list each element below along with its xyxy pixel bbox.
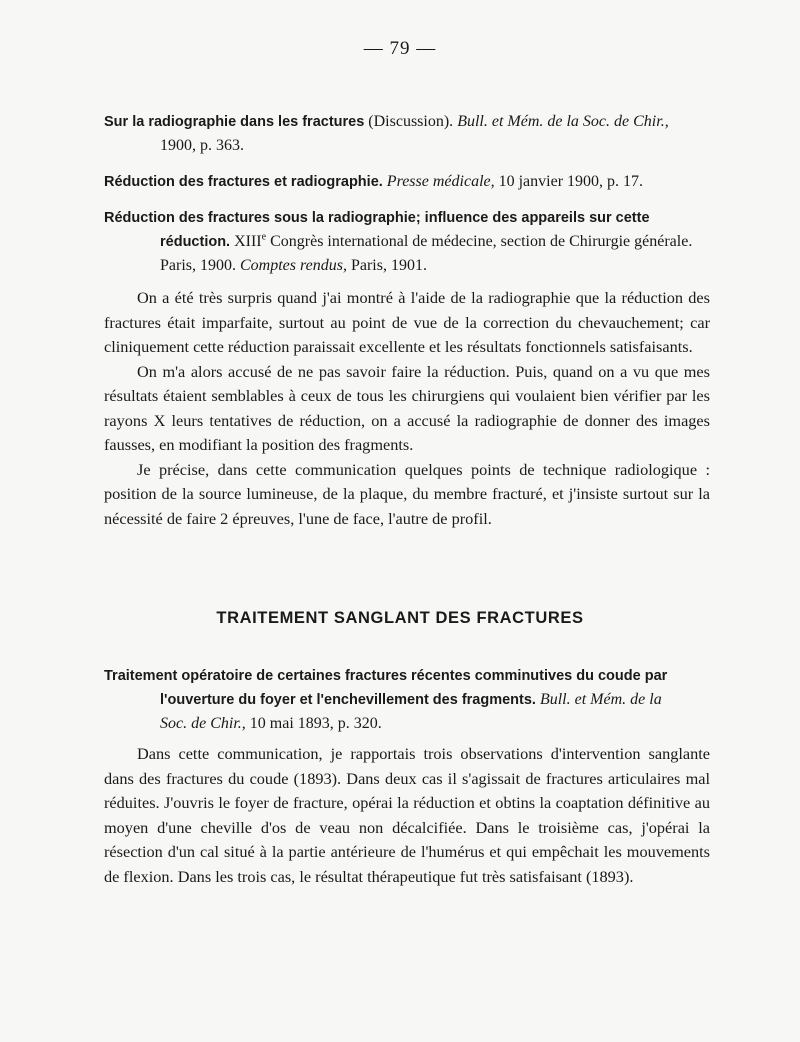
reference-4 [104,664,724,735]
paragraph: On m'a alors accusé de ne pas savoir faire la réduction. Puis, quand on a vu que mes résultats étaient semblables à ceux de tous les chirurgiens qui voulaient bien vérifier par les rayons X leurs tentatives de réduction, on a accusé la radiographie de donner des images fausses, en modifiant la position des fragments. [104,361,710,454]
body-text-1 [104,286,710,531]
reference-3: Réduction des fractures sous la radiographie; influence des appareils sur cette réduction. XIIIe Congrès international de médecine, section de Chirurgie générale. Paris, 1900. Comptes rendus, Paris, 1901. [104,210,693,274]
paragraph: Je précise, dans cette communication quelques points de technique radiologique : position de la source lumineuse, de la plaque, du membre fracturé, et j'insiste surtout sur la nécessité de faire 2 épreuves, l'une de face, l'autre de profil. [104,459,710,528]
paragraph: On a été très surpris quand j'ai montré à l'aide de la radiographie que la réduction des fractures était imparfaite, surtout au point de vue de la correction du chevauchement; car cliniquement cette réduction paraissait excellente et les résultats fonctionnels satisfaisants. [104,288,710,356]
reference-title: Traitement opératoire de certaines fractures récentes comminutives du coude par [104,668,668,684]
reference-2 [104,170,724,194]
journal-name: Bull. et Mém. de la Soc. de Chir., [457,113,669,130]
journal-name: Bull. et Mém. de la [535,691,662,708]
reference-title: Réduction des fractures et radiographie. [104,174,383,190]
reference-title: Sur la radiographie dans les fractures [104,114,365,130]
journal-name: Presse médicale, [386,173,495,190]
proceedings-name: Comptes rendus, [240,257,347,274]
section-heading: TRAITEMENT SANGLANT DES FRACTURES [216,609,584,627]
paragraph: Dans cette communication, je rapportais trois observations d'intervention sanglante dans des fractures du coude (1893). Dans deux cas il s'agissait de fractures articulaires mal réduites. J'ouvris le foyer de fracture, opérai la réduction et obtins la coaptation définitive au moyen d'une cheville d'os de veau non décalcifiée. Dans le troisième cas, j'opérai la résection d'un cal situé à la partie antérieure de l'humérus et qui empêchait les mouvements de flexion. Dans les trois cas, le résultat thérapeutique fut très satisfaisant (1893). [104,744,710,886]
reference-title: Réduction des fractures sous la radiographie; influence des appareils sur cette [104,210,650,226]
reference-detail: 10 janvier 1900, p. 17. [494,173,644,190]
reference-title-cont: réduction. [160,234,231,250]
page-number: — 79 — [363,38,437,59]
body-text-2 [104,742,710,889]
reference-detail: 1900, p. 363. [160,137,244,154]
reference-1: Sur la radiographie dans les fractures (Discussion). Bull. et Mém. de la Soc. de Chir., 1900, p. 363. [104,110,724,157]
reference-title-cont: l'ouverture du foyer et l'enchevillement des fragments. [160,692,536,708]
reference-detail: 10 mai 1893, p. 320. [245,715,382,732]
journal-name-cont: Soc. de Chir., [160,715,246,732]
